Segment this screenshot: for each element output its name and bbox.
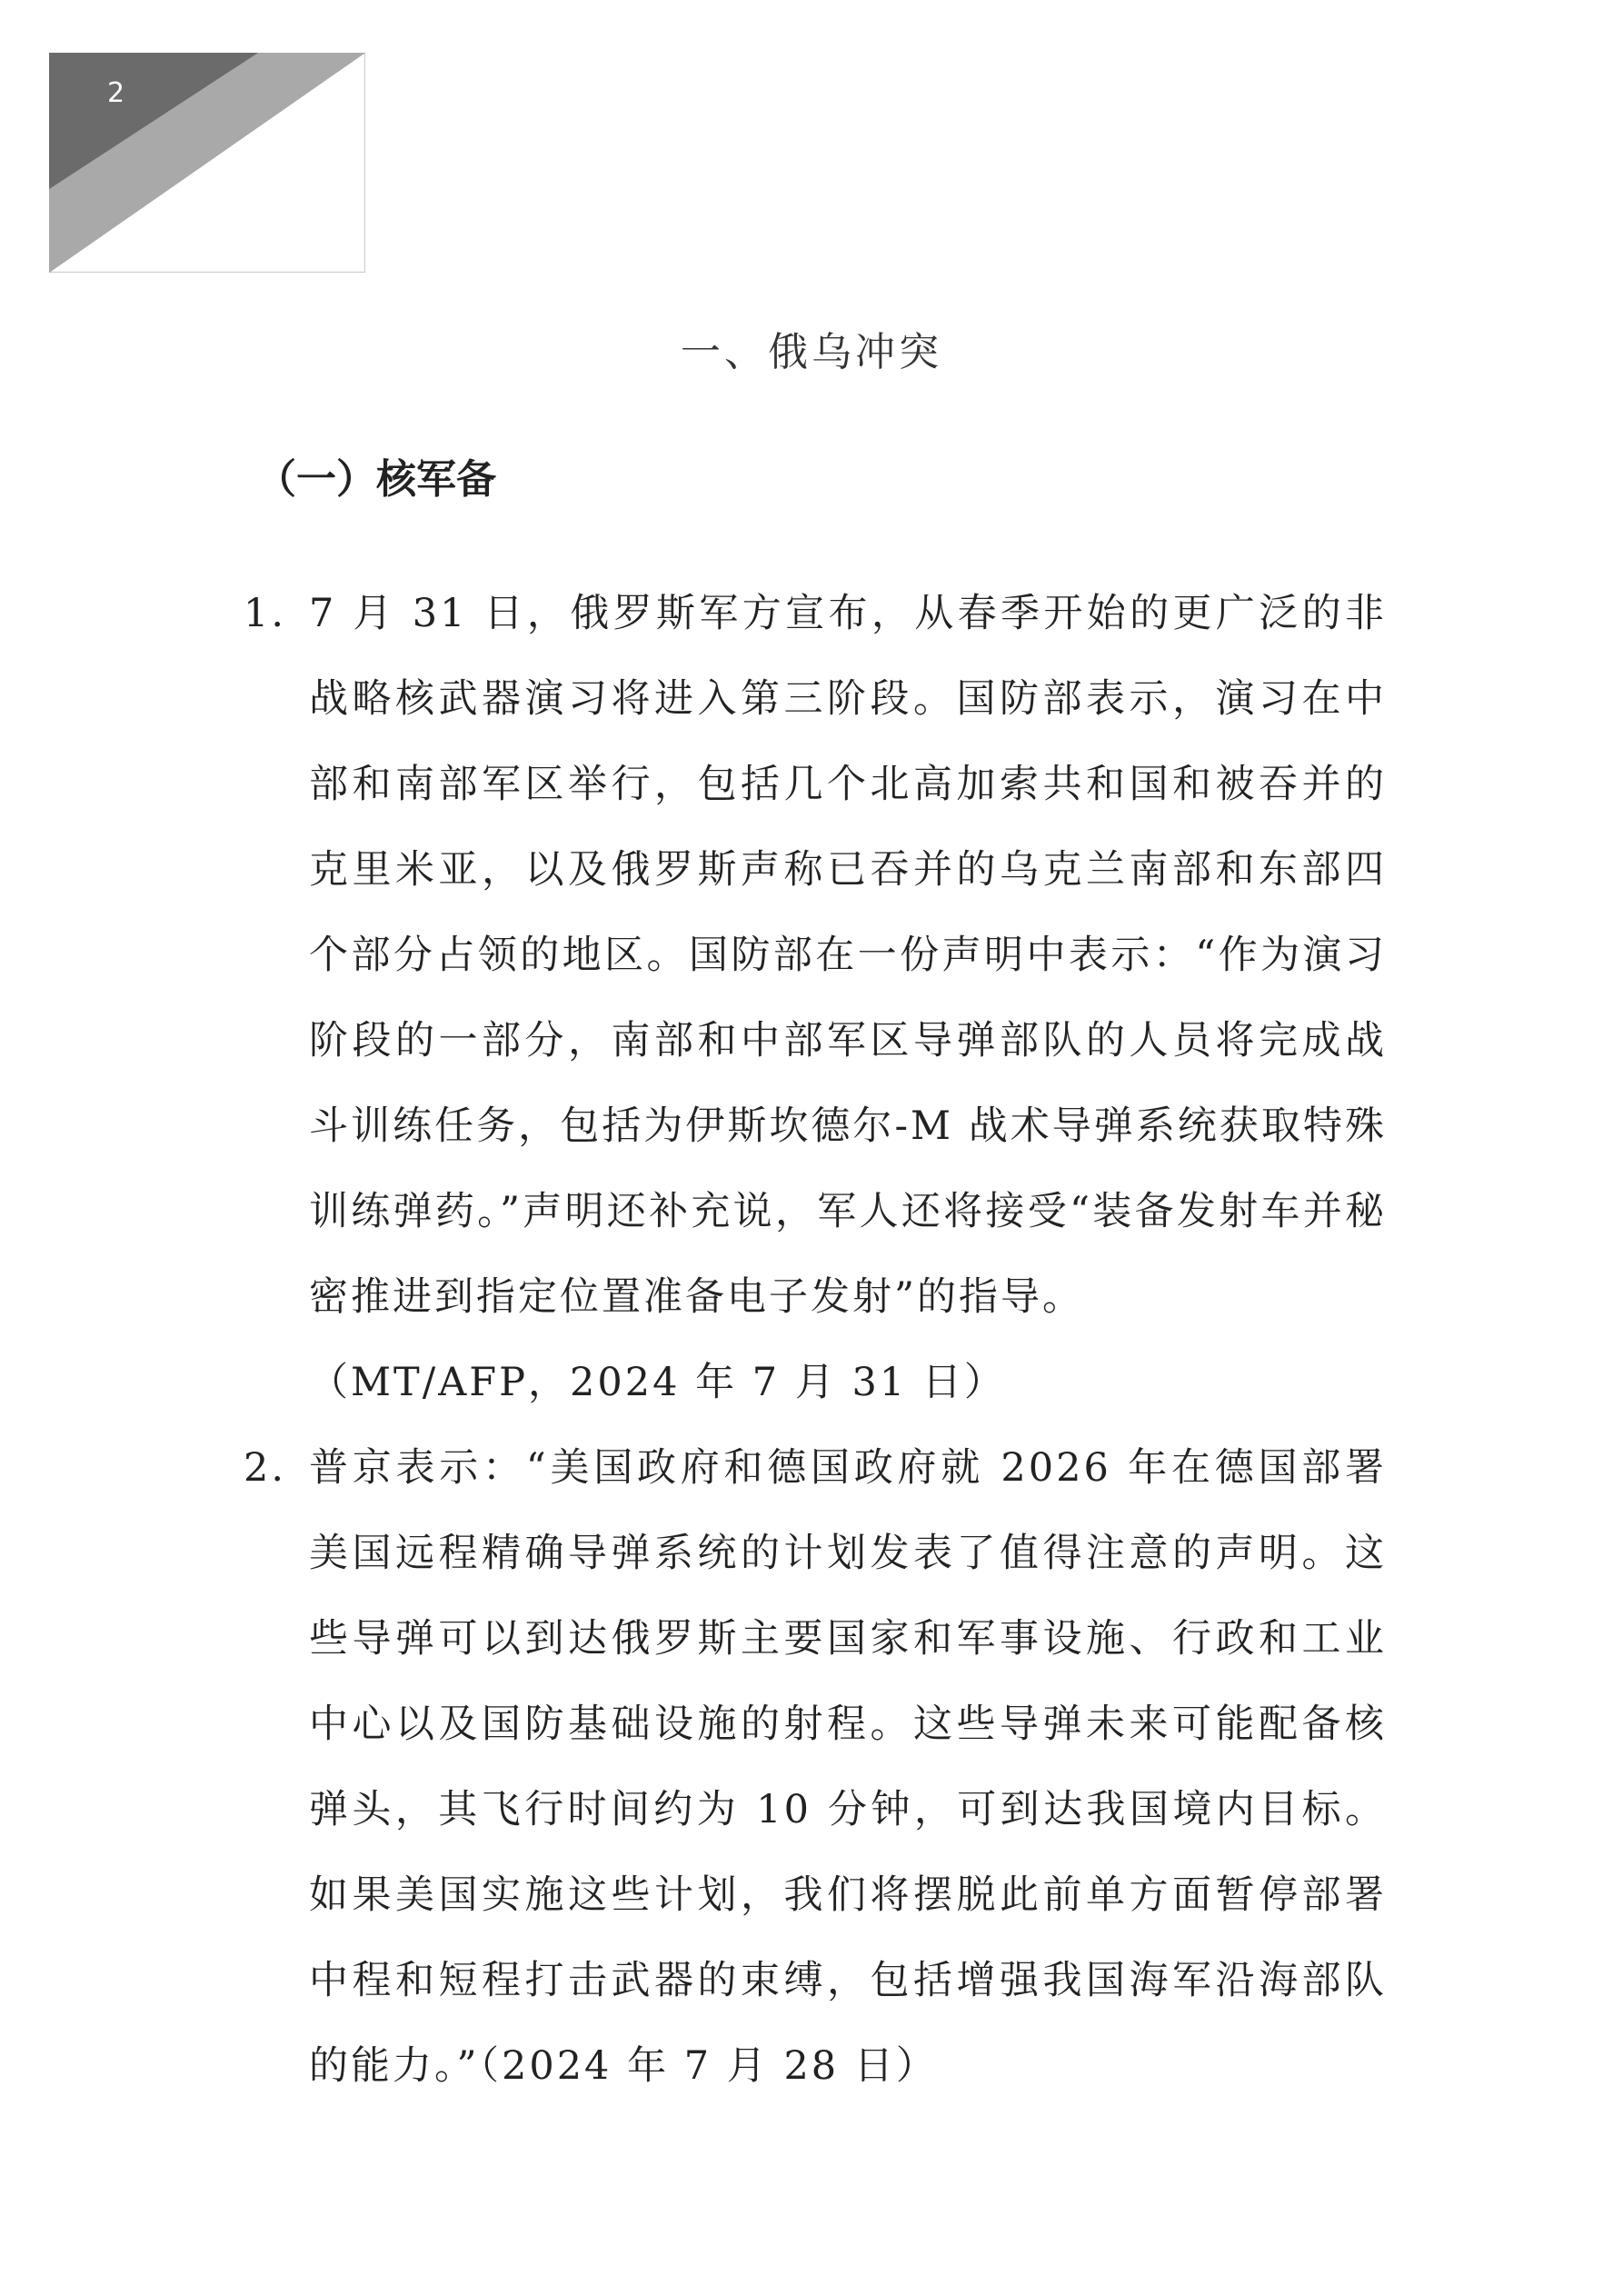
list-item-text: 普京表示：“美国政府和德国政府就 2026 年在德国部署美国远程精确导弹系统的计划发表了值得注意的声明。这些导弹可以到达俄罗斯主要国家和军事设施、行政和工业中心以及国防基础设施的射程。这些导弹未来可能配备核弹头，其飞行时间约为 10 分钟，可到达我国境内目标。如果美国实施这些计划，我们将摆脱此前单方面暂停部署中程和短程打击武器的束缚，包括增强我国海军沿海部队的能力。”（2024 年 7 月 28 日） xyxy=(309,1445,1387,2089)
list-item xyxy=(244,571,1387,1425)
list-item-source: （MT/AFP，2024 年 7 月 31 日） xyxy=(309,1360,1006,1405)
page-corner-badge xyxy=(49,53,365,273)
corner-decoration-graphic xyxy=(49,53,365,273)
numbered-list xyxy=(244,571,1387,2109)
list-item xyxy=(244,1425,1387,2109)
subsection-title: （一）核军备 xyxy=(256,456,496,503)
list-item-text: 7 月 31 日，俄罗斯军方宣布，从春季开始的更广泛的非战略核武器演习将进入第三阶段。国防部表示，演习在中部和南部军区举行，包括几个北高加索共和国和被吞并的克里米亚，以及俄罗斯声称已吞并的乌克兰南部和东部四个部分占领的地区。国防部在一份声明中表示：“作为演习阶段的一部分，南部和中部军区导弹部队的人员将完成战斗训练任务，包括为伊斯坎德尔-M 战术导弹系统获取特殊训练弹药。”声明还补充说，军人还将接受“装备发射车并秘密推进到指定位置准备电子发射”的指导。 xyxy=(309,591,1387,1320)
page-number: 2 xyxy=(107,77,125,109)
list-item-number: 1. xyxy=(244,591,287,636)
list-item-number: 2. xyxy=(244,1445,287,1491)
section-title: 一、俄乌冲突 xyxy=(681,329,942,375)
